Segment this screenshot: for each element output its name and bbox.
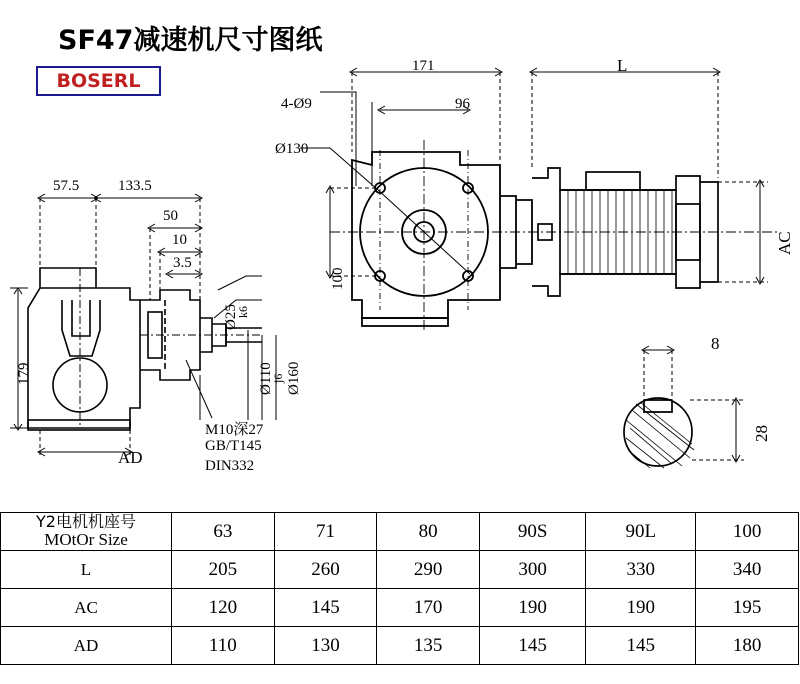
cell: 110 [172,627,275,665]
cell: 63 [172,513,275,551]
row-label-motor-size [1,513,172,551]
dim-AD: AD [118,448,143,467]
dim-d25: Ø25 [223,304,239,330]
note-gbt145: GB/T145 [205,438,262,454]
cell: 100 [696,513,799,551]
dim-key-28: 28 [752,425,771,442]
dim-d110: Ø110 [258,362,274,395]
dim-57-5: 57.5 [53,178,80,194]
cell: 145 [586,627,696,665]
dim-3-5: 3.5 [173,255,192,271]
cell: 340 [696,551,799,589]
row-label-L: L [1,551,172,589]
dim-key-8: 8 [711,334,720,353]
brand-logo-text: BOSERL [56,70,141,92]
cell: 130 [274,627,377,665]
cell: 80 [377,513,480,551]
cell: 195 [696,589,799,627]
cell: 71 [274,513,377,551]
cell: 180 [696,627,799,665]
row-label-cn: Y2电机机座号 [36,512,136,532]
cell: 330 [586,551,696,589]
dim-AC: AC [775,231,794,255]
table-row [1,551,799,589]
row-label-AD: AD [1,627,172,665]
dim-50: 50 [163,208,178,224]
dim-10: 10 [172,232,187,248]
cell: 120 [172,589,275,627]
note-din332: DIN332 [205,458,255,474]
dim-d160: Ø160 [286,361,302,395]
dim-171: 171 [412,58,435,74]
page-title: SF47减速机尺寸图纸 [58,25,323,56]
dim-L: L [617,56,628,75]
table-row [1,589,799,627]
cell: 300 [479,551,585,589]
table-row [1,627,799,665]
cell: 90S [479,513,585,551]
dim-179: 179 [16,362,32,385]
cell: 290 [377,551,480,589]
cell: 145 [479,627,585,665]
row-label-AC: AC [1,589,172,627]
dim-4xD9: 4-Ø9 [281,96,312,112]
cell: 190 [586,589,696,627]
dim-d110-tol: j6 [271,373,285,383]
cell: 260 [274,551,377,589]
cell: 205 [172,551,275,589]
cell: 90L [586,513,696,551]
cell: 135 [377,627,480,665]
dim-100: 100 [330,267,346,290]
cell: 190 [479,589,585,627]
row-label-en: MOtOr Size [44,529,128,549]
table-row [1,513,799,551]
dim-133-5: 133.5 [118,178,152,194]
dim-96: 96 [455,96,470,112]
dim-d130: Ø130 [275,141,309,157]
dim-d25-tol: k6 [236,306,250,318]
dimension-table [0,512,799,665]
cell: 145 [274,589,377,627]
note-thread: M10深27 [205,422,264,438]
cell: 170 [377,589,480,627]
